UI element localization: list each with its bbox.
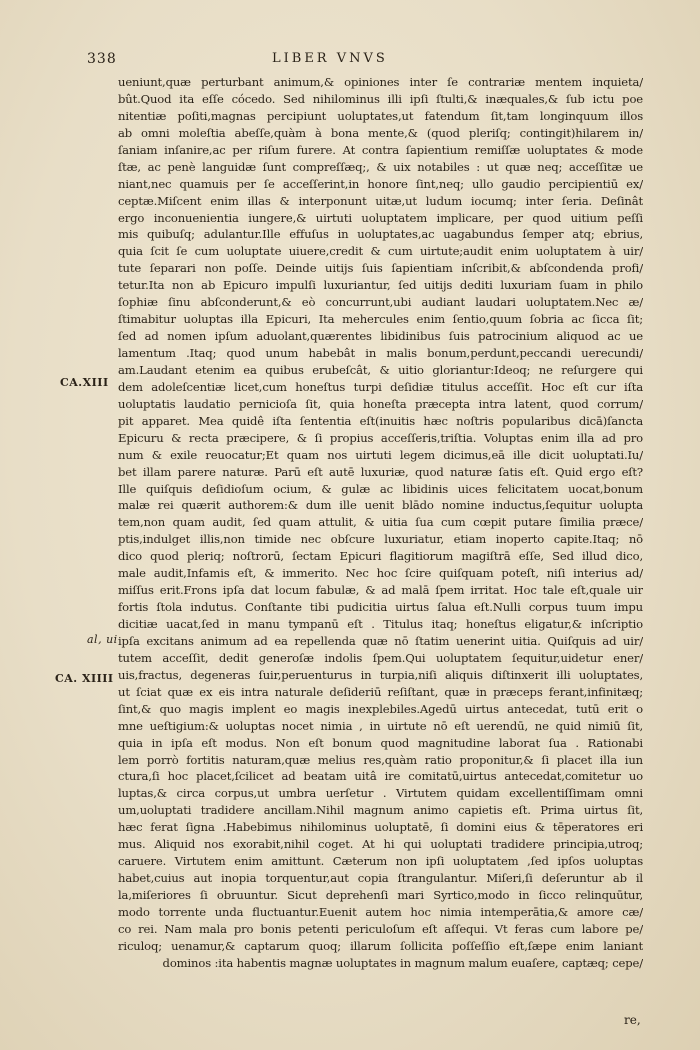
text-line: lem porrò fortitis naturam,quæ melius res,quàm ratio proponitur,& ſi placet illa iun xyxy=(118,752,643,767)
text-line: co rei. Nam mala pro bonis petenti periculoſum eſt aſſequi. Vt feras cum labore pe/ xyxy=(118,921,643,936)
text-line: tem,non quam audit, ſed quam attulit, & uitia ſua cum cœpit putare ſimilia præce/ xyxy=(118,515,643,530)
text-line: am.Laudant etenim ea quibus erubeſcât, & uitio gloriantur:Ideoq; ne reſurgere qui xyxy=(118,362,643,377)
text-line: mne ueſtigium:& uoluptas nocet nimia , in uirtute nō eſt uerendū, ne quid nimiū ſit, xyxy=(118,718,643,733)
text-line: ſtæ, ac penè languidæ ſunt compreſſæq;, & uix notabiles : ut quæ neq; acceſſitæ ue xyxy=(118,159,643,174)
text-line: ipſa excitans animum ad ea repellenda quæ nō ſtatim uenerint uitia. Quiſquis ad uir/ xyxy=(118,633,643,648)
text-line: Ille quiſquis deſidioſum ocium, & gulæ ac libidinis uices felicitatem uocat,bonum xyxy=(118,481,643,496)
text-line: nitentiæ poſiti,magnas percipiunt uoluptates,ut fatendum ſit,tam longinquum illos xyxy=(118,108,643,123)
text-line: habet,cuius aut inopia torquentur,aut copia ſtrangulantur. Miſeri,ſi deſeruntur ab il xyxy=(118,871,643,886)
text-line: ſaniam inſanire,ac per riſum furere. At contra ſapientium remiſſæ uoluptates & mode xyxy=(118,142,643,157)
text-line: um,uoluptati tradidere ancillam.Nihil magnum animo capietis eſt. Prima uirtus ſit, xyxy=(118,803,643,818)
text-line: dominos :ita habentis magnæ uoluptates in magnum malum euaſere, captæq; cepe/ xyxy=(162,955,643,970)
text-line: ptis,indulget illis,non timide nec obſcure luxuriatur, etiam inoperto capite.Itaq; nō xyxy=(118,532,643,547)
text-line: ſophiæ ſinu abſconderunt,& eò concurrunt,ubi audiant laudari uoluptatem.Nec æ/ xyxy=(118,295,643,310)
text-line: ctura,ſi hoc placet,ſcilicet ad beatam uitâ ire comitatū,uirtus antecedat,comitetur uo xyxy=(118,769,643,784)
text-line: tetur.Ita non ab Epicuro impulſi luxuriantur, ſed uitijs dediti luxuriam ſuam in philo xyxy=(118,278,643,293)
running-head: LIBER VNVS xyxy=(272,51,388,66)
text-line: miſſus erit.Frons ipſa dat locum fabulæ, & ad malā ſpem irritat. Hoc tale eſt,quale uir xyxy=(118,583,643,598)
text-line: ueniunt,quæ perturbant animum,& opiniones inter ſe contrariæ mentem inquieta/ xyxy=(118,75,643,89)
margin-note-variant-reading: al, ui xyxy=(87,633,118,646)
text-line: dem adoleſcentiæ licet,cum honeſtus turpi deſidiæ titulus acceſſit. Hoc eſt cur iſta xyxy=(118,379,643,394)
text-line: modo torrente unda fluctuantur.Euenit autem hoc nimia intemperātia,& amore cæ/ xyxy=(118,904,643,919)
text-line: ceptæ.Miſcent enim illas & interponunt uitæ,ut ludum iocumq; inter ſeria. Deſinât xyxy=(118,193,643,208)
margin-note-chapter-13: CA.XIII xyxy=(60,376,109,389)
text-line: male audit,Infamis eſt, & immerito. Nec hoc ſcire quiſquam poteſt, niſi interius ad/ xyxy=(118,566,643,581)
text-line: ut ſciat quæ ex eis intra naturale deſideriū reſiſtant, quæ in præceps ferant,infinitæq; xyxy=(118,684,643,699)
text-line: mis quibuſq; adulantur.Ille effuſus in uoluptates,ac uagabundus ſemper atq; ebrius, xyxy=(118,227,643,242)
catchword: re, xyxy=(624,1013,641,1027)
text-line: mus. Aliquid nos exorabit,nihil coget. At hi qui uoluptati tradidere principia,utroq; xyxy=(118,837,643,852)
text-line: tutem acceſſit, dedit generoſæ indolis ſpem.Qui uoluptatem ſequitur,uidetur ener/ xyxy=(118,650,643,665)
text-line: uis,fractus, degeneras ſuir,peruenturus in turpia,niſi aliquis diſtinxerit illi uoluptates, xyxy=(118,667,643,682)
text-line: num & exile reuocatur;Et quam nos uirtuti legem dicimus,eā ille dicit uoluptati.Iu/ xyxy=(118,447,643,462)
text-line: niant,nec quamuis per ſe acceſſerint,in honore ſint,neq; ullo gaudio percipientiū ex/ xyxy=(118,176,643,191)
text-line: tute ſeparari non poſſe. Deinde uitijs ſuis ſapientiam inſcribit,& abſcondenda profi/ xyxy=(118,261,643,276)
text-line: fortis ſtola indutus. Conſtante tibi pudicitia uirtus ſalua eſt.Nulli corpus tuum impu xyxy=(118,600,643,615)
margin-note-chapter-14: CA. XIIII xyxy=(55,672,114,685)
text-line: riculoq; uenamur,& captarum quoq; illarum ſollicita poſſeſſio eſt,ſæpe enim laniant xyxy=(118,938,643,953)
text-line: ergo inconuenientia iungere,& uirtuti uoluptatem implicare, per quod uitium peſſi xyxy=(118,210,643,225)
text-line: Epicuru & recta præcipere, & ſi propius acceſſeris,triſtia. Voluptas enim illa ad pro xyxy=(118,430,643,445)
text-line: hæc ferat ſigna .Habebimus nihilominus uoluptatē, ſi domini eius & tēperatores eri xyxy=(118,820,643,835)
text-line: luptas,& circa corpus,ut umbra uerſetur . Virtutem quidam excellentiſſimam omni xyxy=(118,786,643,801)
text-line: quia in ipſa eſt modus. Non eſt bonum quod magnitudine laborat ſua . Rationabi xyxy=(118,735,643,750)
text-line: ſed ad nomen ipſum aduolant,quærentes libidinibus ſuis patrocinium aliquod ac ue xyxy=(118,329,643,344)
text-line: quia ſcit ſe cum uoluptate uiuere,credit & cum uirtute;audit enim uoluptatem à uir/ xyxy=(118,244,643,259)
text-line: caruere. Virtutem enim amittunt. Cæterum non ipſi uoluptatem ,ſed ipſos uoluptas xyxy=(118,854,643,869)
text-line: dicitiæ uacat,ſed in manu tympanū eſt . Titulus itaq; honeſtus eligatur,& inſcriptio xyxy=(118,617,643,631)
text-line: uoluptatis laudatio pernicioſa ſit, quia honeſta præcepta intra latent, quod corrum/ xyxy=(118,396,643,411)
text-line: ab omni moleſtia abeſſe,quàm à bona mente,& (quod pleriſq; contingit)hilarem in/ xyxy=(118,125,643,140)
text-line: bût.Quod ita eſſe cócedo. Sed nihilominus illi ipſi ſtulti,& inæquales,& ſub ictu poe xyxy=(118,91,643,106)
text-line: lamentum .Itaq; quod unum habebât in malis bonum,perdunt,peccandi uerecundi/ xyxy=(118,346,643,360)
page-number: 338 xyxy=(87,51,117,67)
text-line: pit apparet. Mea quidê iſta ſententia eſt(inuitis hæc noſtris popularibus dicā)ſancta xyxy=(118,413,643,428)
text-line: bet illam parere naturæ. Parū eſt autē luxuriæ, quod naturæ ſatis eſt. Quid ergo eſt? xyxy=(118,464,643,479)
text-line: malæ rei quærit authorem:& dum ille uenit blādo nomine inductus,ſequitur uolupta xyxy=(118,498,643,513)
text-line: la,miſeriores ſi obruuntur. Sicut deprehenſi mari Syrtico,modo in ſicco relinquūtur, xyxy=(118,888,643,902)
text-line: ſint,& quo magis implent eo magis inexplebiles.Agedū uirtus antecedat, tutū erit o xyxy=(118,701,643,716)
text-line: dico quod pleriq; noſtrorū, ſectam Epicuri flagitiorum magiſtrā eſſe, Sed illud dico, xyxy=(118,549,643,564)
text-line: ſtimabitur uoluptas illa Epicuri, Ita mehercules enim ſentio,quum ſobria ac ſicca ſit; xyxy=(118,312,643,327)
text-block xyxy=(118,74,643,972)
